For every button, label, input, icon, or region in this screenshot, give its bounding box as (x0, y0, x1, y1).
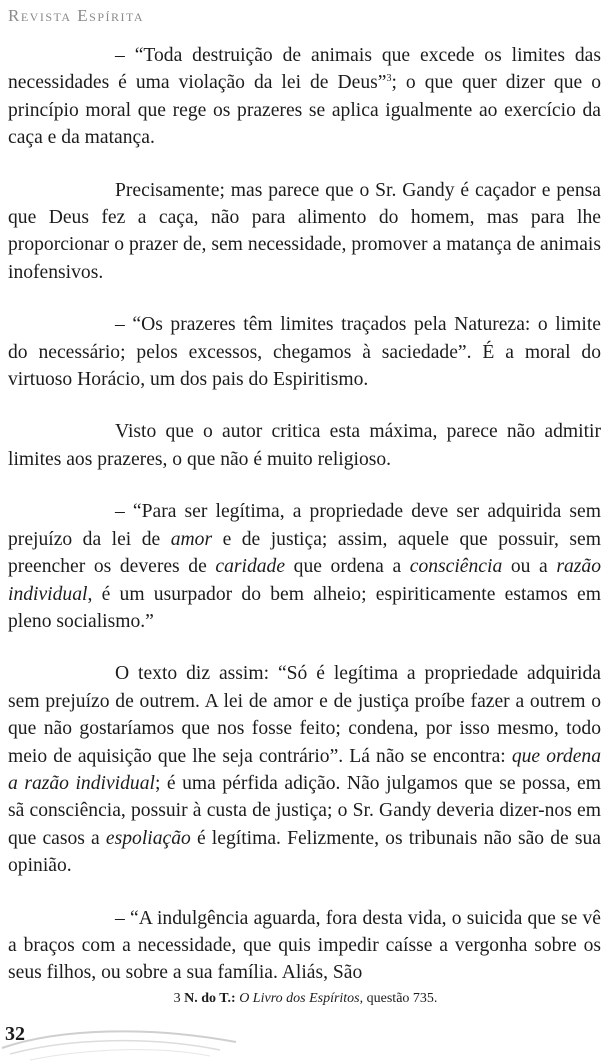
text-segment: ; é uma pérfida adição. Não julgamos que se possa, em sã consciência, possuir à custa de justiça; o Sr. Gandy deveria dizer-nos em que casos a (8, 772, 601, 849)
text-segment: Visto que o autor critica esta máxima, parece não admitir limites aos prazeres, o que não é muito religioso. (8, 421, 601, 470)
italic-text: caridade (215, 556, 286, 578)
footnote-reference: 3 (386, 73, 392, 85)
footnote-work: O Livro dos Espíritos (239, 991, 360, 1006)
text-segment: é legítima. Felizmente, os tribunais não são de sua opinião. (8, 827, 601, 877)
paragraph (8, 177, 601, 287)
paragraph (8, 905, 601, 987)
text-segment: O texto diz assim: “Só é legítima a propriedade adquirida sem prejuízo de outrem. A lei de amor e de justiça proíbe fazer a outrem o que não gostaríamos que nos fosse feito; condena, por isso mesmo, todo meio de aquisição que lhe seja contrário”. Lá não se encontra: (8, 663, 601, 767)
body-text (8, 42, 601, 1012)
page-swoosh-decoration (0, 1020, 240, 1064)
text-segment: – “Os prazeres têm limites traçados pela Natureza: o limite do necessário; pelos excessos, chegamos à saciedade”. É a moral do virtuoso Horácio, um dos pais do Espiritismo. (8, 314, 601, 391)
footnote-number: 3 (173, 991, 181, 1006)
running-header: Revista Espírita (8, 6, 145, 25)
text-segment: – “A indulgência aguarda, fora desta vida, o suicida que se vê a braços com a necessidade, que quis impedir caísse a vergonha sobre os seus filhos, ou sobre a sua família. Aliás, São (8, 907, 601, 984)
paragraph (8, 42, 601, 152)
italic-text: que ordena a razão individual (8, 745, 601, 794)
italic-text: amor (170, 528, 213, 550)
text-segment: e de justiça; assim, aquele que possuir, sem preencher os deveres de (8, 528, 601, 578)
text-segment: – “Para ser legítima, a propriedade deve ser adquirida sem prejuízo da lei de (8, 501, 601, 550)
text-segment: Precisamente; mas parece que o Sr. Gandy é caçador e pensa que Deus fez a caça, não para alimento do homem, mas para lhe proporcionar o prazer de, sem necessidade, promover a matança de animais inofensivos. (8, 179, 601, 283)
paragraph (8, 418, 601, 473)
footnote-rest: , questão 735. (359, 991, 438, 1006)
text-segment: ou a (502, 556, 557, 578)
footnote-label: N. do T.: (184, 991, 236, 1006)
text-segment: que ordena a (285, 556, 410, 578)
italic-text: razão individual (8, 556, 601, 605)
italic-text: espoliação (105, 827, 191, 849)
text-segment: , é um usurpador do bem alheio; espiriticamente estamos em pleno socialismo.” (8, 583, 601, 632)
paragraph (8, 311, 601, 393)
text-segment: – “Toda destruição de animais que excede os limites das necessidades é uma violação da lei de Deus” (8, 45, 601, 94)
text-segment: ; o que quer dizer que o princípio moral que rege os prazeres se aplica igualmente ao exercício da caça e da matança. (8, 72, 601, 149)
italic-text: consciência (409, 556, 503, 578)
paragraph (8, 498, 601, 635)
page-number: 32 (5, 1023, 25, 1045)
paragraph (8, 660, 601, 879)
footnote (0, 991, 611, 1007)
